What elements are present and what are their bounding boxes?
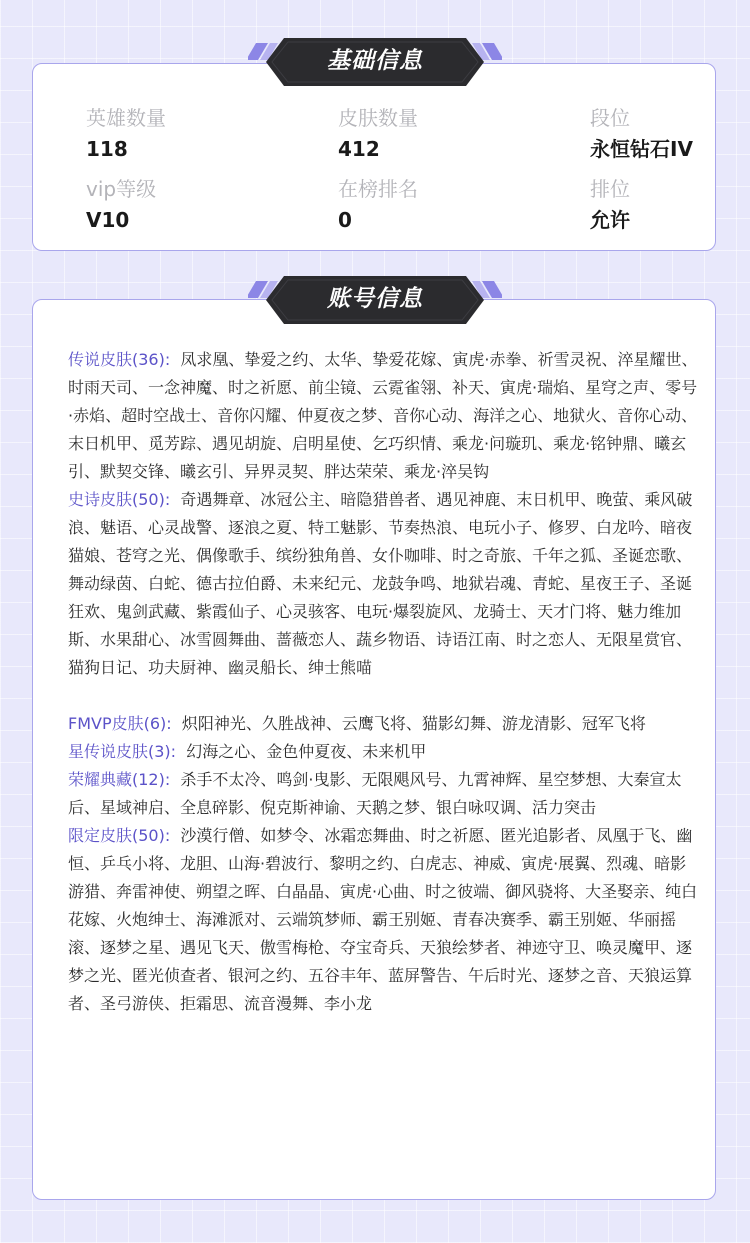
- stat-label: 段位: [590, 106, 630, 130]
- stat-label: 在榜排名: [338, 177, 418, 201]
- stat-value: 永恒钻石IV: [590, 137, 693, 161]
- skin-category-legendary: [68, 346, 698, 486]
- section-title: 账号信息: [327, 286, 423, 312]
- stat-value: 118: [86, 137, 128, 161]
- skin-category-limited: [68, 822, 698, 1018]
- category-label: 荣耀典藏(12):: [68, 770, 171, 789]
- section-title: 基础信息: [327, 48, 423, 74]
- skin-category-glory-collection: [68, 766, 698, 822]
- skin-names: 沙漠行僧、如梦令、冰霜恋舞曲、时之祈愿、匿光追影者、凤凰于飞、幽恒、乒乓小将、龙胆、山海·碧波行、黎明之约、白虎志、神威、寅虎·展翼、烈魂、暗影游猎、奔雷神使、朔望之晖、白晶晶、寅虎·心曲、时之彼端、御风骁将、大圣娶亲、纯白花嫁、火炮绅士、海滩派对、云端筑梦师、霸王别姬、青春决赛季、霸王别姬、华丽摇滚、逐梦之星、遇见飞天、傲雪梅枪、夺宝奇兵、天狼绘梦者、神迹守卫、唤灵魔甲、逐梦之光、匿光侦查者、银河之约、五谷丰年、蓝屏警告、午后时光、逐梦之音、天狼运算者、圣弓游侠、拒霜思、流音漫舞、李小龙: [68, 826, 698, 1013]
- stat-value: 412: [338, 137, 380, 161]
- category-label: FMVP皮肤(6):: [68, 714, 172, 733]
- skin-names: 凤求凰、挚爱之约、太华、挚爱花嫁、寅虎·赤拳、祈雪灵祝、淬星耀世、时雨天司、一念神魔、时之祈愿、前尘镜、云霓雀翎、补天、寅虎·瑞焰、星穹之声、零号·赤焰、超时空战士、音你闪耀、仲夏夜之梦、音你心动、海洋之心、地狱火、音你心动、末日机甲、觅芳踪、遇见胡旋、启明星使、乞巧织情、乘龙·问璇玑、乘龙·铭钟鼎、曦玄引、默契交锋、曦玄引、异界灵契、胖达荣荣、乘龙·淬吴钩: [68, 350, 698, 481]
- stat-rank-tier: [590, 106, 693, 161]
- stat-value: 允许: [590, 208, 630, 232]
- stat-label: 排位: [590, 177, 630, 201]
- stat-label: vip等级: [86, 177, 157, 201]
- stat-value: 0: [338, 208, 352, 232]
- stat-leaderboard-rank: [338, 177, 418, 232]
- category-label: 限定皮肤(50):: [68, 826, 171, 845]
- stat-skin-count: [338, 106, 418, 161]
- section-banner-basic: [248, 38, 502, 86]
- skin-list: [68, 346, 698, 1018]
- skin-names: 杀手不太冷、鸣剑·曳影、无限飓风号、九霄神辉、星空梦想、大秦宣太后、星域神启、全息碎影、倪克斯神谕、天鹅之梦、银白咏叹调、活力突击: [68, 770, 682, 817]
- category-label: 星传说皮肤(3):: [68, 742, 177, 761]
- category-label: 传说皮肤(36):: [68, 350, 171, 369]
- stat-label: 皮肤数量: [338, 106, 418, 130]
- skin-category-fmvp: [68, 710, 698, 738]
- category-label: 史诗皮肤(50):: [68, 490, 171, 509]
- skin-category-epic: [68, 486, 698, 682]
- stat-label: 英雄数量: [86, 106, 166, 130]
- skin-names: 幻海之心、金色仲夏夜、未来机甲: [186, 742, 427, 761]
- section-banner-account: [248, 276, 502, 324]
- stat-ranked-status: [590, 177, 630, 232]
- skin-category-star-legendary: [68, 738, 698, 766]
- stat-hero-count: [86, 106, 166, 161]
- skin-names: 炽阳神光、久胜战神、云鹰飞将、猫影幻舞、游龙清影、冠军飞将: [181, 714, 646, 733]
- stat-value: V10: [86, 208, 130, 232]
- stat-vip-level: [86, 177, 156, 232]
- skin-names: 奇遇舞章、冰冠公主、暗隐猎兽者、遇见神鹿、末日机甲、晚萤、乘风破浪、魅语、心灵战警、逐浪之夏、特工魅影、节奏热浪、电玩小子、修罗、白龙吟、暗夜猫娘、苍穹之光、偶像歌手、缤纷独角兽、女仆咖啡、时之奇旅、千年之狐、圣诞恋歌、舞动绿茵、白蛇、德古拉伯爵、未来纪元、龙鼓争鸣、地狱岩魂、青蛇、星夜王子、圣诞狂欢、鬼剑武藏、紫霞仙子、心灵骇客、电玩·爆裂旋风、龙骑士、天才门将、魅力维加斯、水果甜心、冰雪圆舞曲、蔷薇恋人、蔬乡物语、诗语江南、时之恋人、无限星赏官、猫狗日记、功夫厨神、幽灵船长、绅士熊喵: [68, 490, 693, 677]
